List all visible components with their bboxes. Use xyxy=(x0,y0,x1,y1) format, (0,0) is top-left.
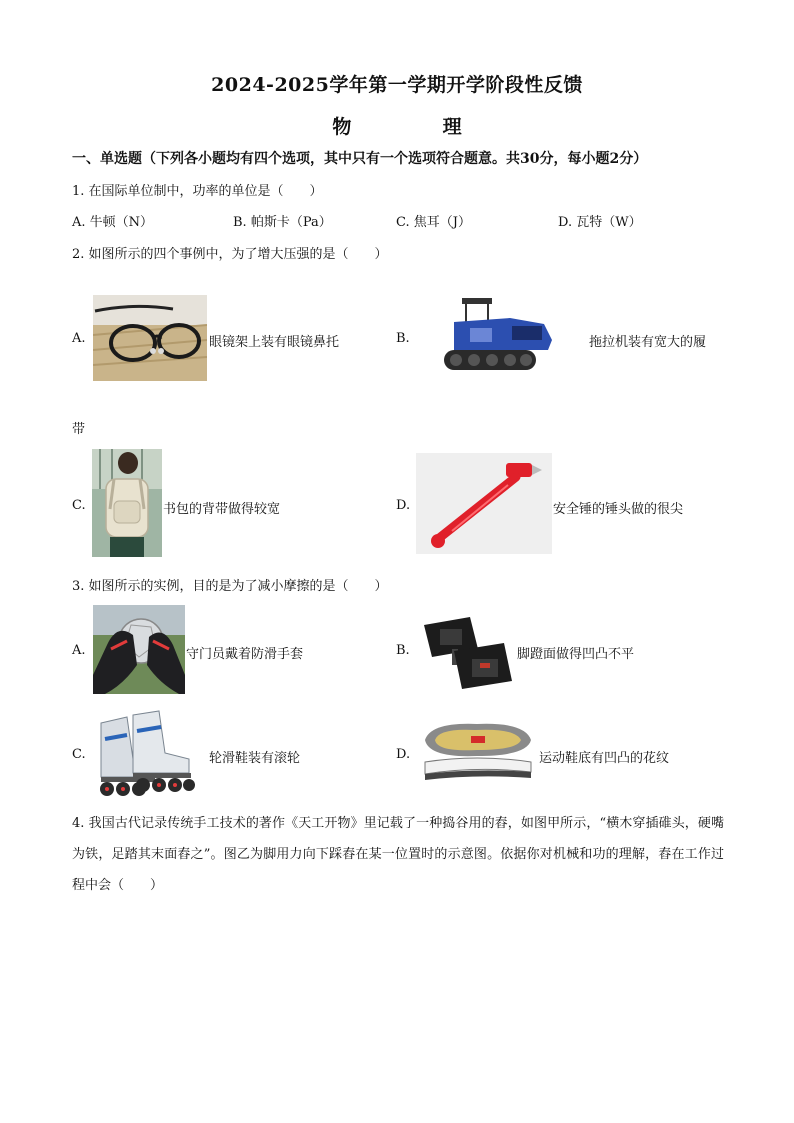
safety-hammer-image xyxy=(416,453,552,554)
q3-a-text: 守门员戴着防滑手套 xyxy=(186,647,304,662)
q1-option-a: A. 牛顿（N） xyxy=(72,215,154,230)
q2-b-letter: B. xyxy=(396,331,410,346)
roller-skates-image xyxy=(93,705,200,798)
glasses-image xyxy=(93,295,207,381)
q3-c-text: 轮滑鞋装有滚轮 xyxy=(209,751,301,766)
q1-option-d: D. 瓦特（W） xyxy=(558,215,642,230)
q2-d-letter: D. xyxy=(396,498,411,513)
exam-title: 2024-2025学年第一学期开学阶段性反馈 xyxy=(211,74,583,96)
subject-char-2: 理 xyxy=(442,116,462,138)
question-3-stem: 3. 如图所示的实例，目的是为了减小摩擦的是（ ） xyxy=(72,579,388,594)
q2-a-text: 眼镜架上装有眼镜鼻托 xyxy=(209,335,340,350)
q3-b-text: 脚蹬面做得凹凸不平 xyxy=(517,647,635,662)
subject-char-1: 物 xyxy=(332,116,352,138)
question-4-stem: 4. 我国古代记录传统手工技术的著作《天工开物》里记载了一种捣谷用的舂，如图甲所示，“横木穿插碓头，硬嘴为铁，足踏其末面舂之”。图乙为脚用力向下踩舂在某一位置时的示意图。依据你对机械和功的理解，舂在工作过程中会（ ） xyxy=(72,816,724,893)
q3-c-letter: C. xyxy=(72,747,86,762)
q2-d-text: 安全锤的锤头做的很尖 xyxy=(553,502,684,517)
bike-pedal-image xyxy=(418,605,516,693)
q2-c-text: 书包的背带做得较宽 xyxy=(163,502,281,517)
subject-title xyxy=(0,112,794,139)
question-2-stem: 2. 如图所示的四个事例中，为了增大压强的是（ ） xyxy=(72,247,388,262)
q3-d-letter: D. xyxy=(396,747,411,762)
q1-option-c: C. 焦耳（J） xyxy=(396,215,471,230)
q3-a-letter: A. xyxy=(72,643,86,658)
question-1-stem: 1. 在国际单位制中，功率的单位是（ ） xyxy=(72,184,323,199)
q3-b-letter: B. xyxy=(396,643,410,658)
goalkeeper-gloves-image xyxy=(93,605,185,694)
shoe-sole-image xyxy=(421,718,533,782)
q1-option-b: B. 帕斯卡（Pa） xyxy=(233,215,332,230)
section-heading: 一、单选题（下列各小题均有四个选项，其中只有一个选项符合题意。共30分，每小题2分） xyxy=(72,151,648,167)
tractor-image xyxy=(440,294,555,374)
q2-c-letter: C. xyxy=(72,498,86,513)
backpack-image xyxy=(92,449,162,557)
q2-b-text: 拖拉机装有宽大的履 xyxy=(589,335,707,350)
q3-d-text: 运动鞋底有凹凸的花纹 xyxy=(539,751,670,766)
q2-a-letter: A. xyxy=(72,331,86,346)
q2-b-text-continued: 带 xyxy=(72,422,86,437)
